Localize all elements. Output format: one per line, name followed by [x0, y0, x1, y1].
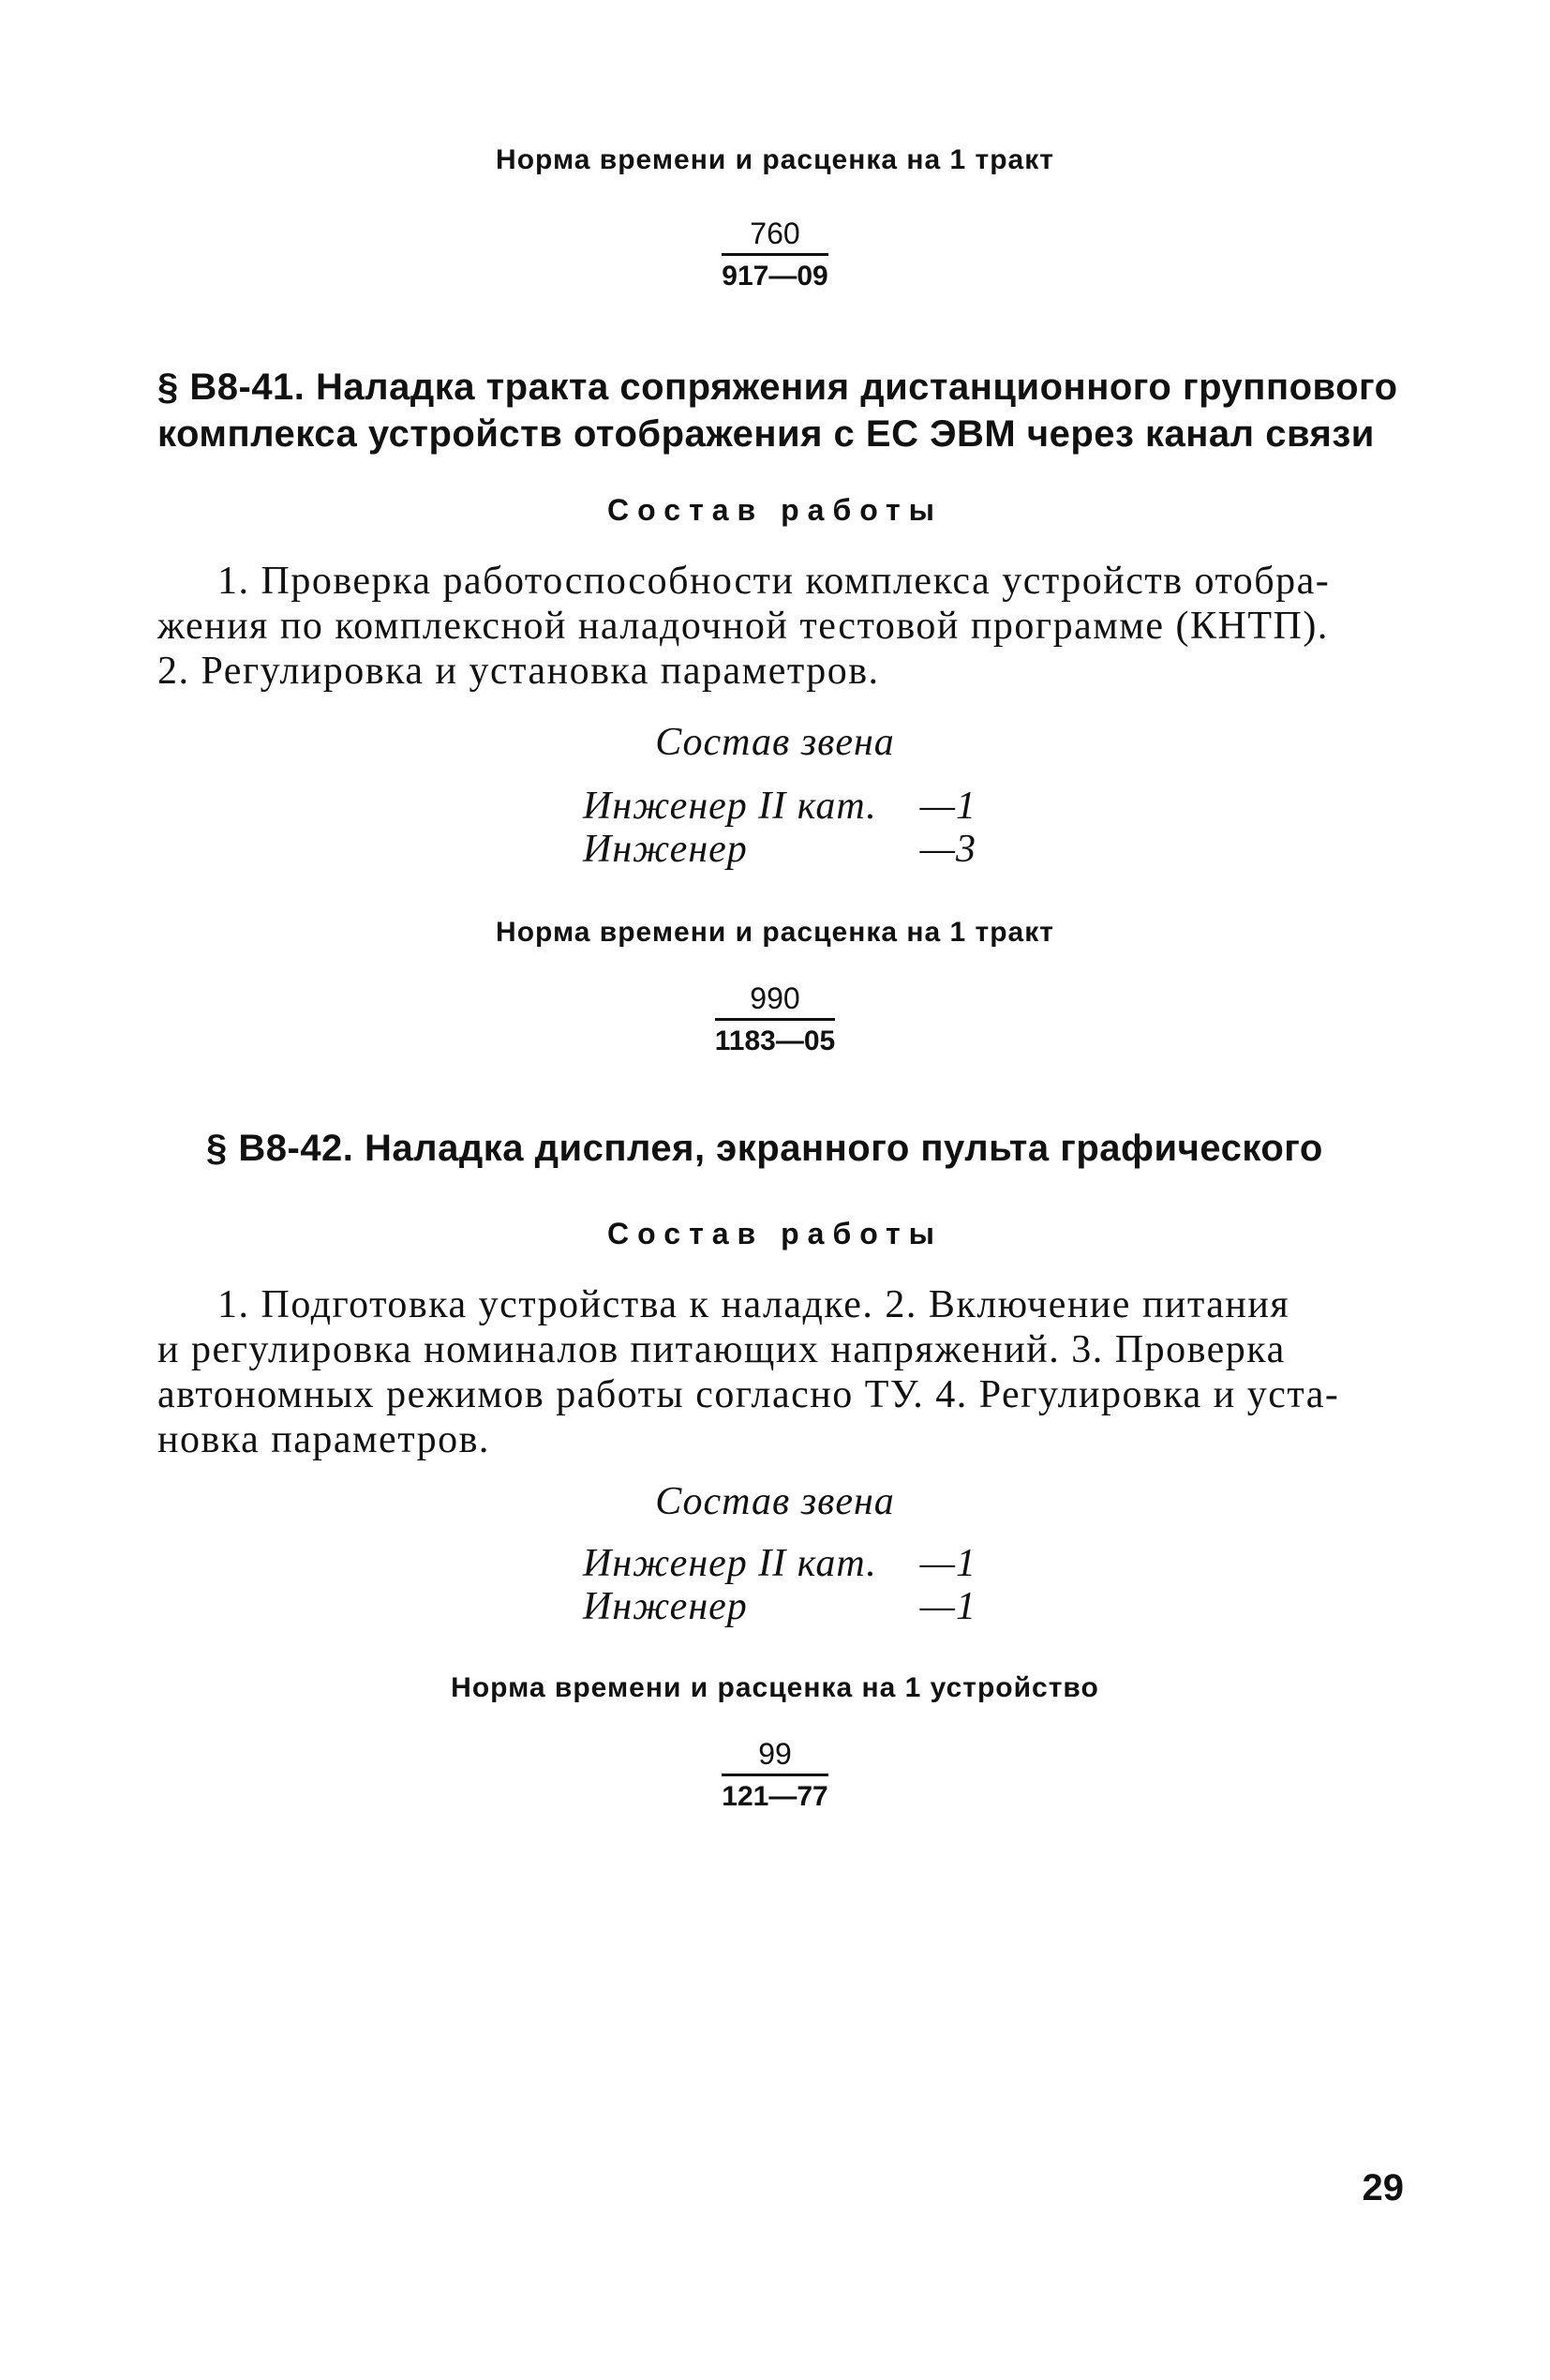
- section-heading-line: § В8-41. Наладка тракта сопряжения дистанционного группового: [157, 367, 1398, 408]
- section-heading-b8-42: [157, 1125, 1413, 1172]
- work-description: [157, 1282, 1413, 1462]
- team-count: —3: [919, 828, 976, 871]
- norm-label: Норма времени и расценка на 1 тракт: [496, 917, 1054, 948]
- work-description-line: 1. Подготовка устройства к наладке. 2. Включение питания: [217, 1283, 1290, 1326]
- team-role: Инженер II кат.: [583, 785, 877, 828]
- work-description-line: автономных режимов работы согласно ТУ. 4. Регулировка и уста-: [157, 1373, 1340, 1416]
- norm-time-value: 99: [722, 1736, 827, 1776]
- team-composition-title: Состав звена: [655, 1480, 895, 1523]
- work-description-line: 1. Проверка работоспособности комплекса устройств отобра-: [217, 560, 1331, 603]
- norm-price-value: 917—09: [722, 261, 828, 292]
- work-composition-label: Состав работы: [607, 1217, 943, 1250]
- team-count: —1: [919, 785, 976, 828]
- norm-time-value: 760: [722, 216, 827, 256]
- section-heading-b8-41: [157, 364, 1413, 457]
- norm-fraction: [0, 980, 1550, 1060]
- team-role: Инженер: [583, 1585, 748, 1628]
- team-count: —1: [919, 1585, 976, 1628]
- section-heading-line: комплекса устройств отображения с ЕС ЭВМ через канал связи: [157, 413, 1375, 455]
- norm-price-value: 121—77: [722, 1781, 828, 1812]
- work-description-line: новка параметров.: [157, 1418, 490, 1461]
- norm-price-value: 1183—05: [714, 1025, 836, 1056]
- norm-time-value: 990: [715, 980, 835, 1021]
- page-number: 29: [1362, 2167, 1404, 2208]
- team-row: [583, 784, 976, 829]
- work-description-line: 2. Регулировка и установка параметров.: [157, 650, 880, 693]
- team-role: Инженер: [583, 828, 748, 871]
- team-row: [583, 1584, 976, 1629]
- team-composition-title: Состав звена: [655, 721, 895, 764]
- work-description: [157, 559, 1413, 694]
- norm-fraction: [0, 1736, 1550, 1816]
- team-role: Инженер II кат.: [583, 1542, 877, 1585]
- team-count: —1: [919, 1542, 976, 1585]
- team-row: [583, 827, 976, 872]
- team-row: [583, 1541, 976, 1586]
- work-description-line: жения по комплексной наладочной тестовой программе (КНТП).: [157, 605, 1329, 648]
- section-heading-line: § В8-42. Наладка дисплея, экранного пульта графического: [206, 1128, 1323, 1169]
- norm-fraction: [0, 216, 1550, 295]
- norm-label: Норма времени и расценка на 1 устройство: [451, 1672, 1099, 1703]
- norm-label: Норма времени и расценка на 1 тракт: [496, 144, 1054, 175]
- work-description-line: и регулировка номиналов питающих напряжений. 3. Проверка: [157, 1328, 1286, 1371]
- work-composition-label: Состав работы: [607, 493, 943, 527]
